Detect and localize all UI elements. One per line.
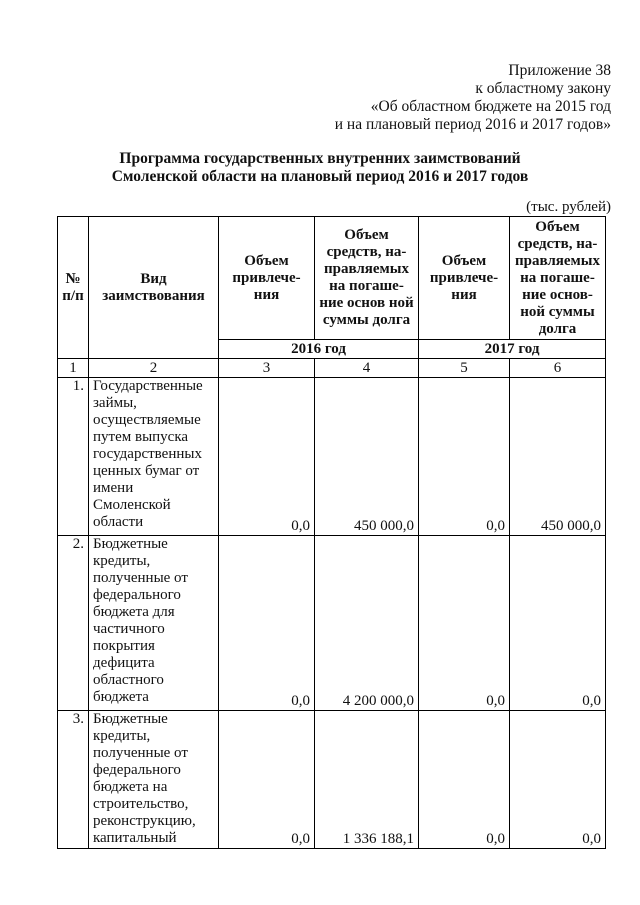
value-raise-2016: 0,0 bbox=[219, 711, 315, 849]
value-repay-2017: 0,0 bbox=[510, 711, 606, 849]
value-raise-2017: 0,0 bbox=[419, 711, 510, 849]
row-description: Государственные займы, осуществляемые путем выпуска государственных ценных бумаг от имени Смоленской области bbox=[89, 378, 219, 536]
row-index: 1. bbox=[58, 378, 89, 536]
appendix-line: к областному закону bbox=[475, 80, 611, 97]
year-2016: 2016 год bbox=[219, 340, 419, 359]
value-repay-2016: 4 200 000,0 bbox=[315, 536, 419, 711]
row-index: 2. bbox=[58, 536, 89, 711]
borrowing-table bbox=[57, 216, 606, 849]
value-raise-2016: 0,0 bbox=[219, 378, 315, 536]
units-label: (тыс. рублей) bbox=[526, 199, 611, 215]
value-repay-2017: 450 000,0 bbox=[510, 378, 606, 536]
column-number: 2 bbox=[89, 359, 219, 378]
header-type: Вид заимствования bbox=[89, 217, 219, 359]
header-raise-2016: Объем привлече-ния bbox=[219, 217, 315, 340]
column-number: 4 bbox=[315, 359, 419, 378]
title-line: Программа государственных внутренних заимствований bbox=[119, 150, 521, 167]
document-title bbox=[0, 150, 640, 186]
column-number: 1 bbox=[58, 359, 89, 378]
row-index: 3. bbox=[58, 711, 89, 849]
value-raise-2017: 0,0 bbox=[419, 378, 510, 536]
value-repay-2016: 450 000,0 bbox=[315, 378, 419, 536]
value-repay-2017: 0,0 bbox=[510, 536, 606, 711]
value-raise-2016: 0,0 bbox=[219, 536, 315, 711]
appendix-line: «Об областном бюджете на 2015 год bbox=[370, 98, 611, 115]
header-raise-2017: Объем привлече-ния bbox=[419, 217, 510, 340]
table-row bbox=[58, 711, 606, 849]
header-repay-2016: Объем средств, на-правляемых на погаше-ние основ ной суммы долга bbox=[315, 217, 419, 340]
column-number: 3 bbox=[219, 359, 315, 378]
appendix-caption bbox=[335, 62, 611, 134]
table-row bbox=[58, 378, 606, 536]
column-number: 5 bbox=[419, 359, 510, 378]
header-num: № п/п bbox=[58, 217, 89, 359]
row-description: Бюджетные кредиты, полученные от федерального бюджета для частичного покрытия дефицита областного бюджета bbox=[89, 536, 219, 711]
column-number: 6 bbox=[510, 359, 606, 378]
title-line: Смоленской области на плановый период 2016 и 2017 годов bbox=[111, 168, 529, 185]
value-raise-2017: 0,0 bbox=[419, 536, 510, 711]
row-description: Бюджетные кредиты, полученные от федерального бюджета на строительство, реконструкцию, капитальный bbox=[89, 711, 219, 849]
appendix-line: и на плановый период 2016 и 2017 годов» bbox=[334, 116, 611, 133]
value-repay-2016: 1 336 188,1 bbox=[315, 711, 419, 849]
header-repay-2017: Объем средств, на-правляемых на погаше-ние основ-ной суммы долга bbox=[510, 217, 606, 340]
appendix-line: Приложение 38 bbox=[508, 62, 611, 79]
year-2017: 2017 год bbox=[419, 340, 606, 359]
table-row bbox=[58, 536, 606, 711]
